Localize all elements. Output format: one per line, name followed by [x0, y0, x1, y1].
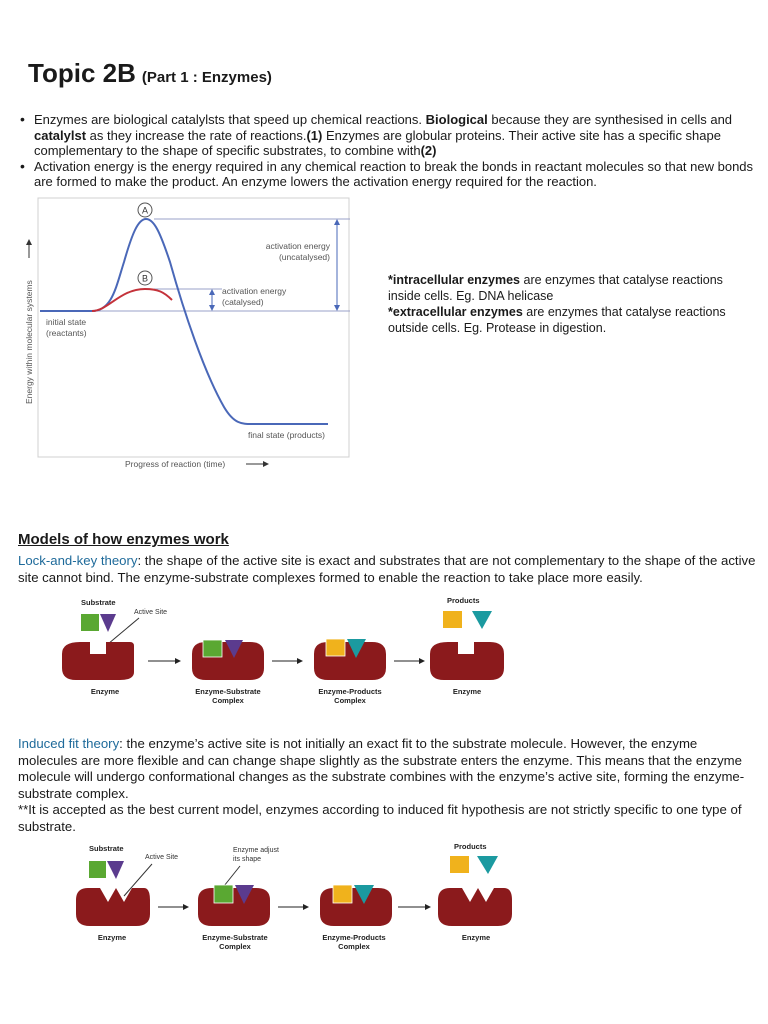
text-run: as they increase the rate of reactions.	[86, 127, 307, 143]
arrow-head	[175, 658, 181, 664]
arrow-head	[425, 904, 431, 910]
arrow-head	[419, 658, 425, 664]
complex-label: Enzyme-Substrate	[202, 933, 268, 942]
text-run: because they are synthesised in cells and	[487, 112, 733, 127]
lock-key-text: : the shape of the active site is exact and substrates that are not complementary to the shape of the active site cannot bind. The enzyme-substrate complexes formed to enable the reaction to take place more easily.	[18, 553, 756, 585]
products-label: Products	[447, 596, 480, 605]
adjust-pointer	[224, 866, 240, 886]
green-substrate	[89, 861, 106, 878]
enzyme-label: Enzyme	[97, 933, 127, 942]
green-substrate	[214, 885, 233, 903]
initial-state-label-2: (reactants)	[46, 328, 87, 338]
products-label: Products	[454, 842, 487, 851]
orange-product	[326, 639, 345, 656]
enzyme-shape	[76, 888, 150, 926]
note-intracellular	[388, 272, 748, 304]
adjust-label-2: its shape	[233, 856, 262, 863]
text-run-bold: catalylst	[34, 127, 87, 143]
complex-label-2: Complex	[338, 942, 370, 951]
note-text: are enzymes that catalyse reactions outside cells. Eg. Protease in digestion.	[388, 305, 726, 335]
complex-label: Enzyme-Products	[322, 933, 386, 942]
orange-product	[443, 611, 462, 628]
text-run-bold: (1)	[306, 127, 323, 143]
arrow-head	[26, 239, 32, 245]
enzyme-shape	[198, 888, 270, 926]
text-run-bold: (2)	[420, 143, 437, 158]
models-heading: Models of how enzymes work	[18, 531, 229, 548]
text-run: Enzymes are biological catalylsts that speed up chemical reactions.	[34, 112, 426, 127]
complex-label-2: Complex	[219, 942, 251, 951]
substrate-label: Substrate	[81, 598, 116, 607]
initial-state-label: initial state	[46, 317, 87, 327]
x-axis-label: Progress of reaction (time)	[125, 459, 226, 469]
active-site-label: Active Site	[134, 609, 168, 616]
y-axis-label: Energy within molecular systems	[24, 280, 34, 404]
enzyme-shape	[320, 888, 392, 926]
final-state-label: final state (products)	[248, 430, 326, 440]
peak-b-label: B	[141, 273, 149, 284]
arrow-head	[209, 289, 215, 295]
page-title	[28, 58, 272, 89]
green-substrate	[81, 614, 99, 631]
arrow-head	[303, 904, 309, 910]
peak-a-label: A	[141, 205, 149, 216]
intro-bullets	[20, 112, 760, 190]
text-run: Activation energy is the energy required in any chemical reaction to break the bonds in reactant molecules so that new bonds are formed to make the product. An enzyme lowers the activation energy required for the reaction.	[34, 158, 754, 189]
enzyme-shape	[314, 642, 386, 680]
catalysed-curve	[92, 289, 172, 311]
adjust-label: Enzyme adjust	[233, 847, 279, 854]
note-term: *intracellular enzymes	[388, 273, 521, 287]
bullet-enzymes	[20, 112, 760, 159]
note-extracellular	[388, 304, 748, 336]
complex-label: Enzyme-Substrate	[195, 687, 261, 696]
purple-substrate	[107, 861, 124, 879]
lock-key-term: Lock-and-key theory	[18, 553, 138, 568]
orange-product	[333, 885, 352, 903]
teal-product	[472, 611, 492, 629]
enzyme-location-notes	[388, 272, 748, 336]
note-term: *extracellular enzymes	[388, 305, 523, 319]
green-substrate	[203, 640, 222, 657]
enzyme-label: Enzyme	[461, 933, 491, 942]
arrow-head	[334, 219, 340, 225]
bullet-activation-energy	[20, 159, 760, 190]
topic-title: Topic 2B	[28, 58, 136, 88]
enzyme-shape	[438, 888, 512, 926]
catalysed-label-2: (catalysed)	[222, 297, 264, 307]
enzyme-shape	[62, 642, 134, 680]
uncatalysed-label-2: (uncatalysed)	[278, 252, 330, 262]
note-text: are enzymes that catalyse reactions inside cells. Eg. DNA helicase	[388, 273, 723, 303]
induced-fit-note: **It is accepted as the best current model, enzymes according to induced fit hypothesis are not strictly specific to one type of substrate.	[18, 802, 742, 834]
induced-fit-definition	[18, 736, 760, 802]
arrow-head	[183, 904, 189, 910]
arrow-head	[209, 305, 215, 311]
purple-substrate	[100, 614, 116, 632]
enzyme-label: Enzyme	[90, 687, 120, 696]
complex-label: Enzyme-Products	[318, 687, 382, 696]
catalysed-label: activation energy	[222, 286, 287, 296]
complex-label-2: Complex	[334, 696, 366, 705]
active-site-label: Active Site	[145, 854, 179, 861]
uncatalysed-label: activation energy	[265, 241, 330, 251]
arrow-head	[263, 461, 269, 467]
text-run: Enzymes are globular proteins. Their active site has a specific shape complementary to the shape of specific substrates, to combine with	[34, 127, 721, 158]
enzyme-label: Enzyme	[452, 687, 482, 696]
lock-key-diagram	[60, 596, 520, 706]
lock-key-paragraph	[18, 553, 760, 586]
topic-subtitle: (Part 1 : Enzymes)	[141, 69, 272, 86]
enzyme-shape	[430, 642, 504, 680]
arrow-head	[334, 305, 340, 311]
arrow-head	[297, 658, 303, 664]
orange-product	[450, 856, 469, 873]
text-run-bold: Biological	[425, 112, 488, 127]
substrate-label: Substrate	[89, 844, 124, 853]
teal-product	[477, 856, 498, 874]
activation-energy-diagram	[12, 192, 357, 480]
complex-label-2: Complex	[212, 696, 244, 705]
induced-fit-term: Induced fit theory	[18, 736, 120, 751]
induced-fit-text: : the enzyme’s active site is not initially an exact fit to the substrate molecule. However, the enzyme molecules are more flexible and can change shape slightly as the substrate enters the enzyme. This means that the enzyme molecule will undergo conformational changes as the substrate combines with the enzyme’s active site, forming the enzyme-substrate complex.	[18, 736, 745, 801]
active-site-pointer	[108, 618, 139, 644]
induced-fit-paragraph	[18, 736, 760, 835]
induced-fit-diagram	[72, 840, 532, 960]
